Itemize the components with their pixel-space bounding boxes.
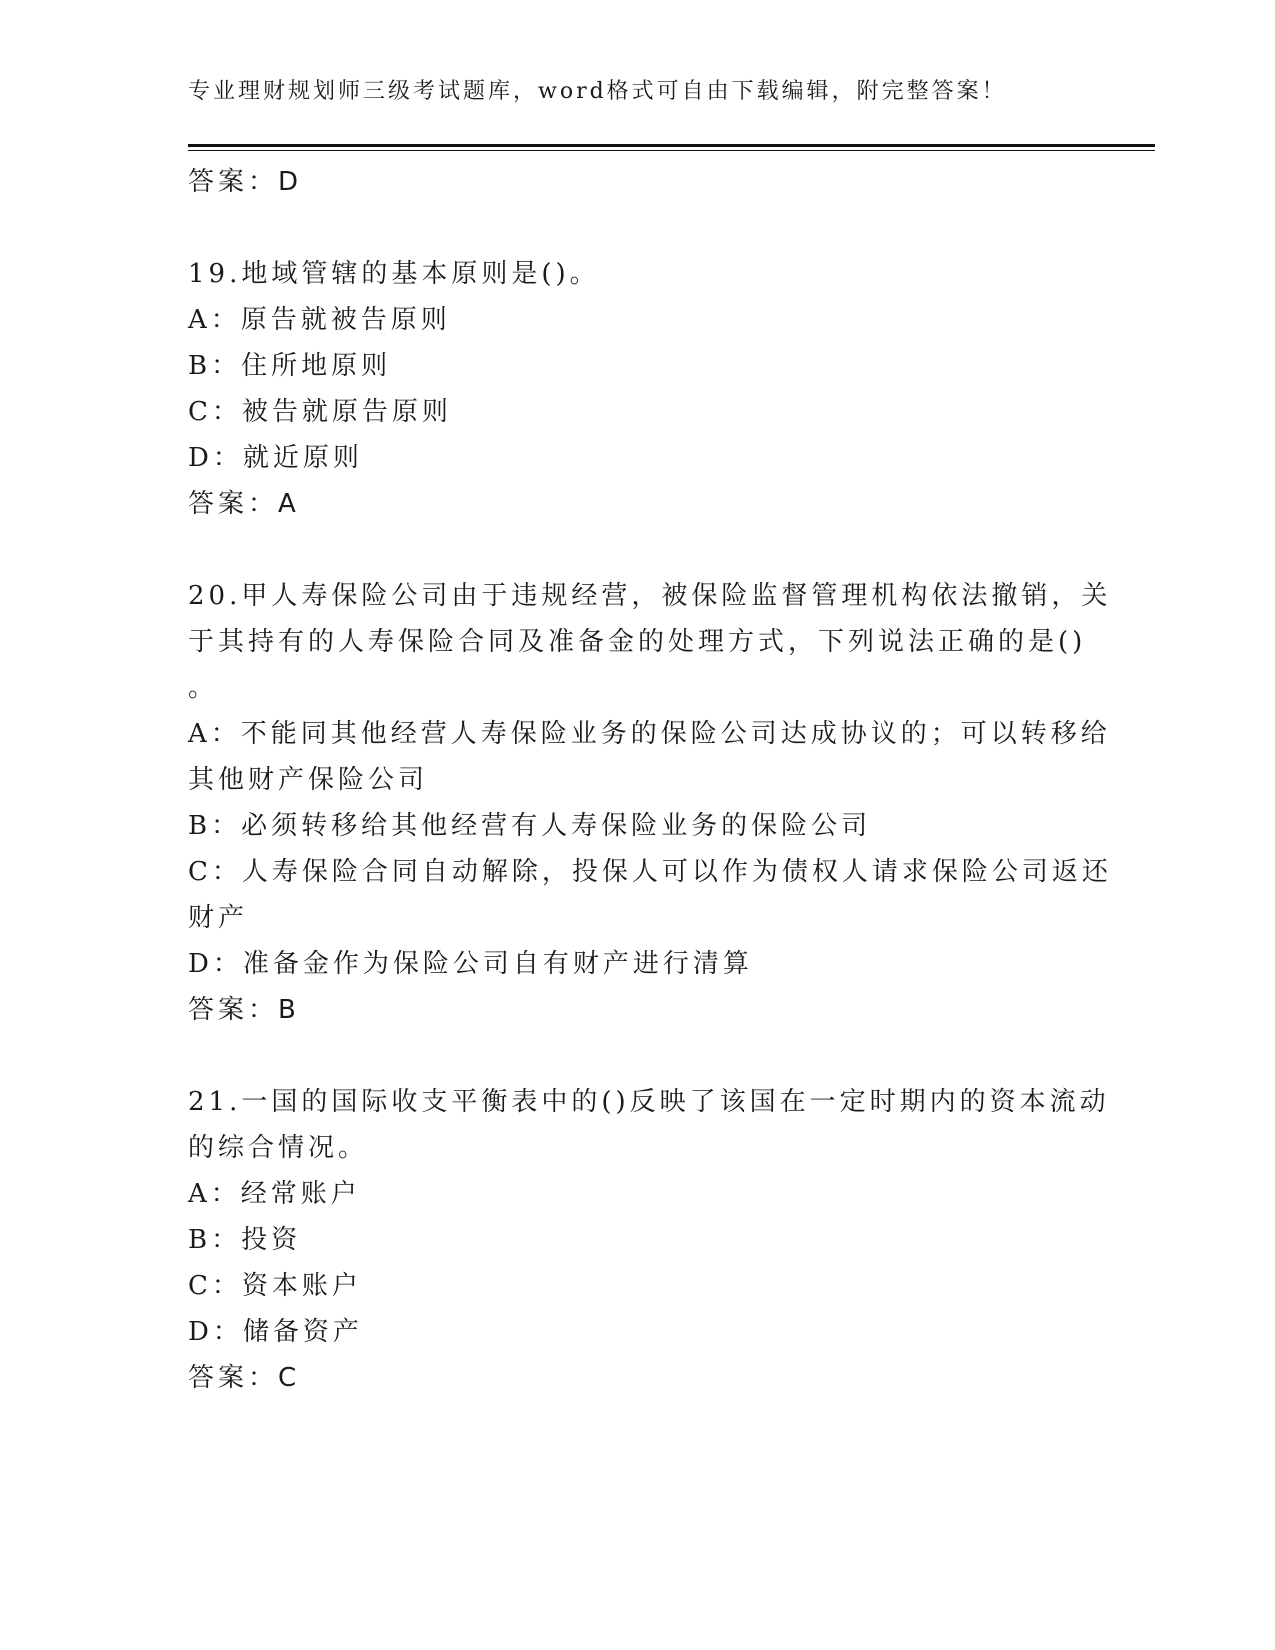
option-c-cont: 财产 [188,903,249,933]
question-21 [188,1079,1110,1401]
option-a: A：不能同其他经营人寿保险业务的保险公司达成协议的；可以转移给 [188,719,1111,749]
question-text: 20.甲人寿保险公司由于违规经营，被保险监督管理机构依法撤销，关 [188,581,1112,611]
option-c: C：资本账户 [188,1271,362,1301]
option-d: D：准备金作为保险公司自有财产进行清算 [188,949,753,979]
answer: 答案：A [188,489,300,519]
question-content [188,159,1112,1401]
option-b: B：必须转移给其他经营有人寿保险业务的保险公司 [188,811,872,841]
option-a: A：原告就被告原则 [188,305,451,335]
question-19 [188,251,1088,527]
option-a-cont: 其他财产保险公司 [188,765,429,795]
option-d: D：就近原则 [188,443,363,473]
header-rule-thick [188,144,1155,147]
question-text: 的综合情况。 [188,1133,369,1163]
question-text: 于其持有的人寿保险合同及准备金的处理方式，下列说法正确的是() [188,627,1087,657]
prev-answer: 答案：D [188,167,303,197]
question-text: 。 [188,673,219,703]
answer: 答案：C [188,1363,301,1393]
question-text: 19.地域管辖的基本原则是()。 [188,259,600,289]
option-c: C：人寿保险合同自动解除，投保人可以作为债权人请求保险公司返还 [188,857,1112,887]
option-b: B：投资 [188,1225,302,1255]
question-text: 21.一国的国际收支平衡表中的()反映了该国在一定时期内的资本流动 [188,1087,1110,1117]
page-header: 专业理财规划师三级考试题库，word格式可自由下载编辑，附完整答案！ [188,79,1007,104]
answer: 答案：B [188,995,300,1025]
question-20 [188,573,1112,1033]
option-c: C：被告就原告原则 [188,397,452,427]
header-rule-thin [188,150,1155,151]
option-b: B：住所地原则 [188,351,392,381]
option-a: A：经常账户 [188,1179,361,1209]
option-d: D：储备资产 [188,1317,363,1347]
